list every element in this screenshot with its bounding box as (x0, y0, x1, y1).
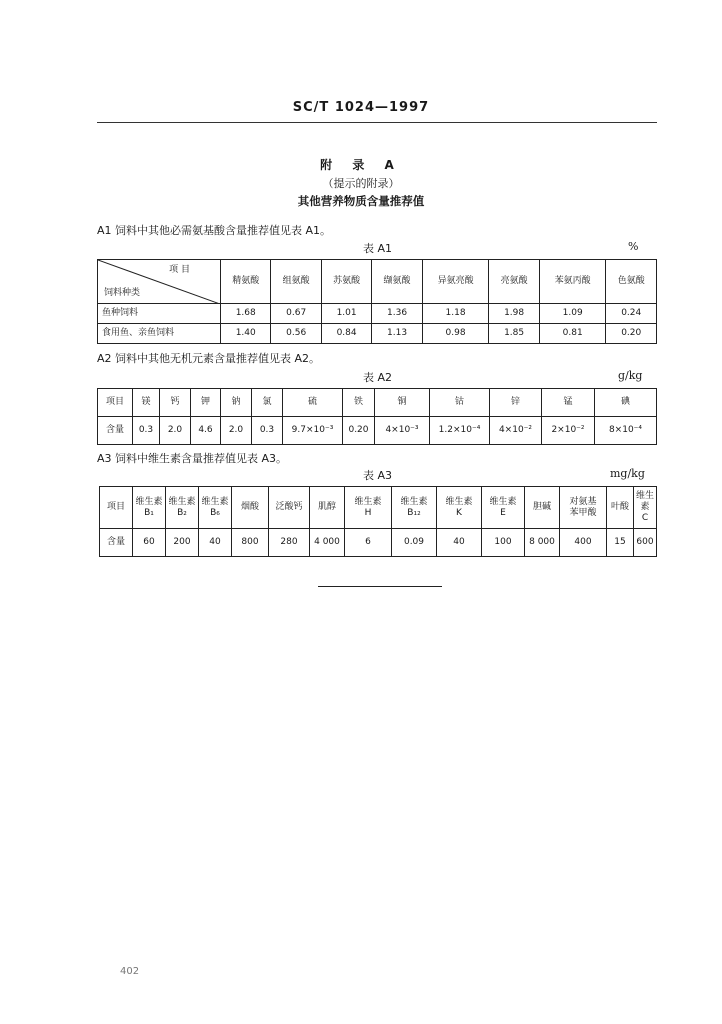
table-cell: 60 (133, 529, 166, 557)
table-a3-col: 胆碱 (525, 487, 560, 529)
standard-code: SC/T 1024—1997 (292, 100, 430, 115)
table-cell: 4.6 (191, 417, 221, 445)
table-a3-col: 泛酸钙 (269, 487, 310, 529)
table-a1-col: 缬氨酸 (372, 260, 422, 304)
table-a2-col: 铁 (343, 389, 375, 417)
table-cell: 0.98 (422, 324, 489, 344)
table-a2-col: 铜 (375, 389, 430, 417)
table-a3-col: 叶酸 (607, 487, 634, 529)
table-a3-col: 维生素 K (437, 487, 482, 529)
table-a1-header-row (98, 260, 657, 304)
table-cell: 0.20 (606, 324, 657, 344)
table-a2-col: 钙 (160, 389, 191, 417)
table-cell: 0.3 (133, 417, 160, 445)
table-cell: 2.0 (221, 417, 252, 445)
table-a1-col: 组氨酸 (271, 260, 321, 304)
table-a1-col: 苯氨丙酸 (539, 260, 606, 304)
table-a3-col: 维生素 B₁ (133, 487, 166, 529)
table-a3-head-label: 项目 (100, 487, 133, 529)
table-cell: 1.18 (422, 304, 489, 324)
table-cell: 280 (269, 529, 310, 557)
table-cell: 15 (607, 529, 634, 557)
section-a3-text: A3 饲料中维生素含量推荐值见表 A3。 (97, 452, 288, 465)
table-a3-col: 维生素 B₁₂ (392, 487, 437, 529)
table-cell: 200 (166, 529, 199, 557)
table-a2-col: 锰 (542, 389, 595, 417)
table-cell: 8 000 (525, 529, 560, 557)
table-a3-col: 对氨基 苯甲酸 (560, 487, 607, 529)
table-a2 (97, 388, 657, 445)
table-a2-col: 碘 (595, 389, 657, 417)
table-cell: 1.13 (372, 324, 422, 344)
appendix-heading: 其他营养物质含量推荐值 (297, 194, 425, 208)
table-cell: 1.09 (539, 304, 606, 324)
appendix-subtitle: （提示的附录） (322, 177, 400, 190)
table-row (98, 417, 657, 445)
table-cell: 9.7×10⁻³ (283, 417, 343, 445)
table-cell: 6 (345, 529, 392, 557)
table-a2-header-row (98, 389, 657, 417)
table-cell: 40 (437, 529, 482, 557)
table-a2-col: 钠 (221, 389, 252, 417)
table-cell: 600 (634, 529, 657, 557)
table-a2-head-label: 项目 (98, 389, 133, 417)
table-a2-col: 镁 (133, 389, 160, 417)
table-a1-col: 异氨亮酸 (422, 260, 489, 304)
table-a3-col: 维生素 H (345, 487, 392, 529)
table-row (100, 529, 657, 557)
header-rule (97, 122, 657, 123)
table-cell: 0.20 (343, 417, 375, 445)
page-number: 402 (120, 966, 140, 977)
table-cell: 4 000 (310, 529, 345, 557)
table-a2-col: 氯 (252, 389, 283, 417)
table-cell: 2.0 (160, 417, 191, 445)
table-a3-header-row (100, 487, 657, 529)
corner-label-item: 项 目 (169, 265, 190, 275)
table-a3-col: 维生素 B₆ (199, 487, 232, 529)
table-a3-col: 维生素 B₂ (166, 487, 199, 529)
corner-label-feed: 饲料种类 (104, 288, 141, 299)
table-cell: 40 (199, 529, 232, 557)
table-cell: 1.36 (372, 304, 422, 324)
table-cell: 400 (560, 529, 607, 557)
appendix-title: 附 录 A (320, 158, 402, 172)
table-cell: 0.67 (271, 304, 321, 324)
table-a2-col: 锌 (490, 389, 542, 417)
table-a3-col: 维生素 E (482, 487, 525, 529)
table-cell: 2×10⁻² (542, 417, 595, 445)
table-a1-unit: % (628, 240, 639, 253)
section-a2-text: A2 饲料中其他无机元素含量推荐值见表 A2。 (97, 352, 321, 365)
table-cell: 1.85 (489, 324, 539, 344)
row-label: 食用鱼、亲鱼饲料 (98, 324, 221, 344)
table-cell: 4×10⁻² (490, 417, 542, 445)
table-a1-col: 色氨酸 (606, 260, 657, 304)
table-a2-caption: 表 A2 (363, 371, 393, 384)
table-cell: 1.98 (489, 304, 539, 324)
table-a1-col: 精氨酸 (221, 260, 271, 304)
table-row (98, 304, 657, 324)
table-cell: 0.24 (606, 304, 657, 324)
table-a2-col: 钾 (191, 389, 221, 417)
table-cell: 1.40 (221, 324, 271, 344)
table-cell: 800 (232, 529, 269, 557)
table-cell: 0.3 (252, 417, 283, 445)
section-a1-text: A1 饲料中其他必需氨基酸含量推荐值见表 A1。 (97, 224, 332, 237)
table-cell: 1.01 (321, 304, 371, 324)
table-a3-row-label: 含量 (100, 529, 133, 557)
table-a3-col: 维生素 C (634, 487, 657, 529)
end-rule (318, 586, 442, 587)
table-a3-col: 烟酸 (232, 487, 269, 529)
table-a1-corner-cell (98, 260, 221, 304)
table-a3-unit: mg/kg (610, 467, 645, 480)
table-cell: 1.2×10⁻⁴ (430, 417, 490, 445)
table-cell: 0.84 (321, 324, 371, 344)
table-cell: 0.81 (539, 324, 606, 344)
table-a3 (99, 486, 657, 557)
table-a1-col: 亮氨酸 (489, 260, 539, 304)
table-cell: 0.09 (392, 529, 437, 557)
table-a3-caption: 表 A3 (363, 469, 393, 482)
table-a2-row-label: 含量 (98, 417, 133, 445)
table-cell: 8×10⁻⁴ (595, 417, 657, 445)
table-cell: 1.68 (221, 304, 271, 324)
row-label: 鱼种饲料 (98, 304, 221, 324)
table-cell: 0.56 (271, 324, 321, 344)
table-cell: 4×10⁻³ (375, 417, 430, 445)
table-a1 (97, 259, 657, 344)
table-cell: 100 (482, 529, 525, 557)
table-a2-unit: g/kg (618, 369, 643, 382)
table-a1-caption: 表 A1 (363, 242, 393, 255)
table-a2-col: 钴 (430, 389, 490, 417)
table-a3-col: 肌醇 (310, 487, 345, 529)
table-a2-col: 硫 (283, 389, 343, 417)
table-a1-col: 苏氨酸 (321, 260, 371, 304)
table-row (98, 324, 657, 344)
